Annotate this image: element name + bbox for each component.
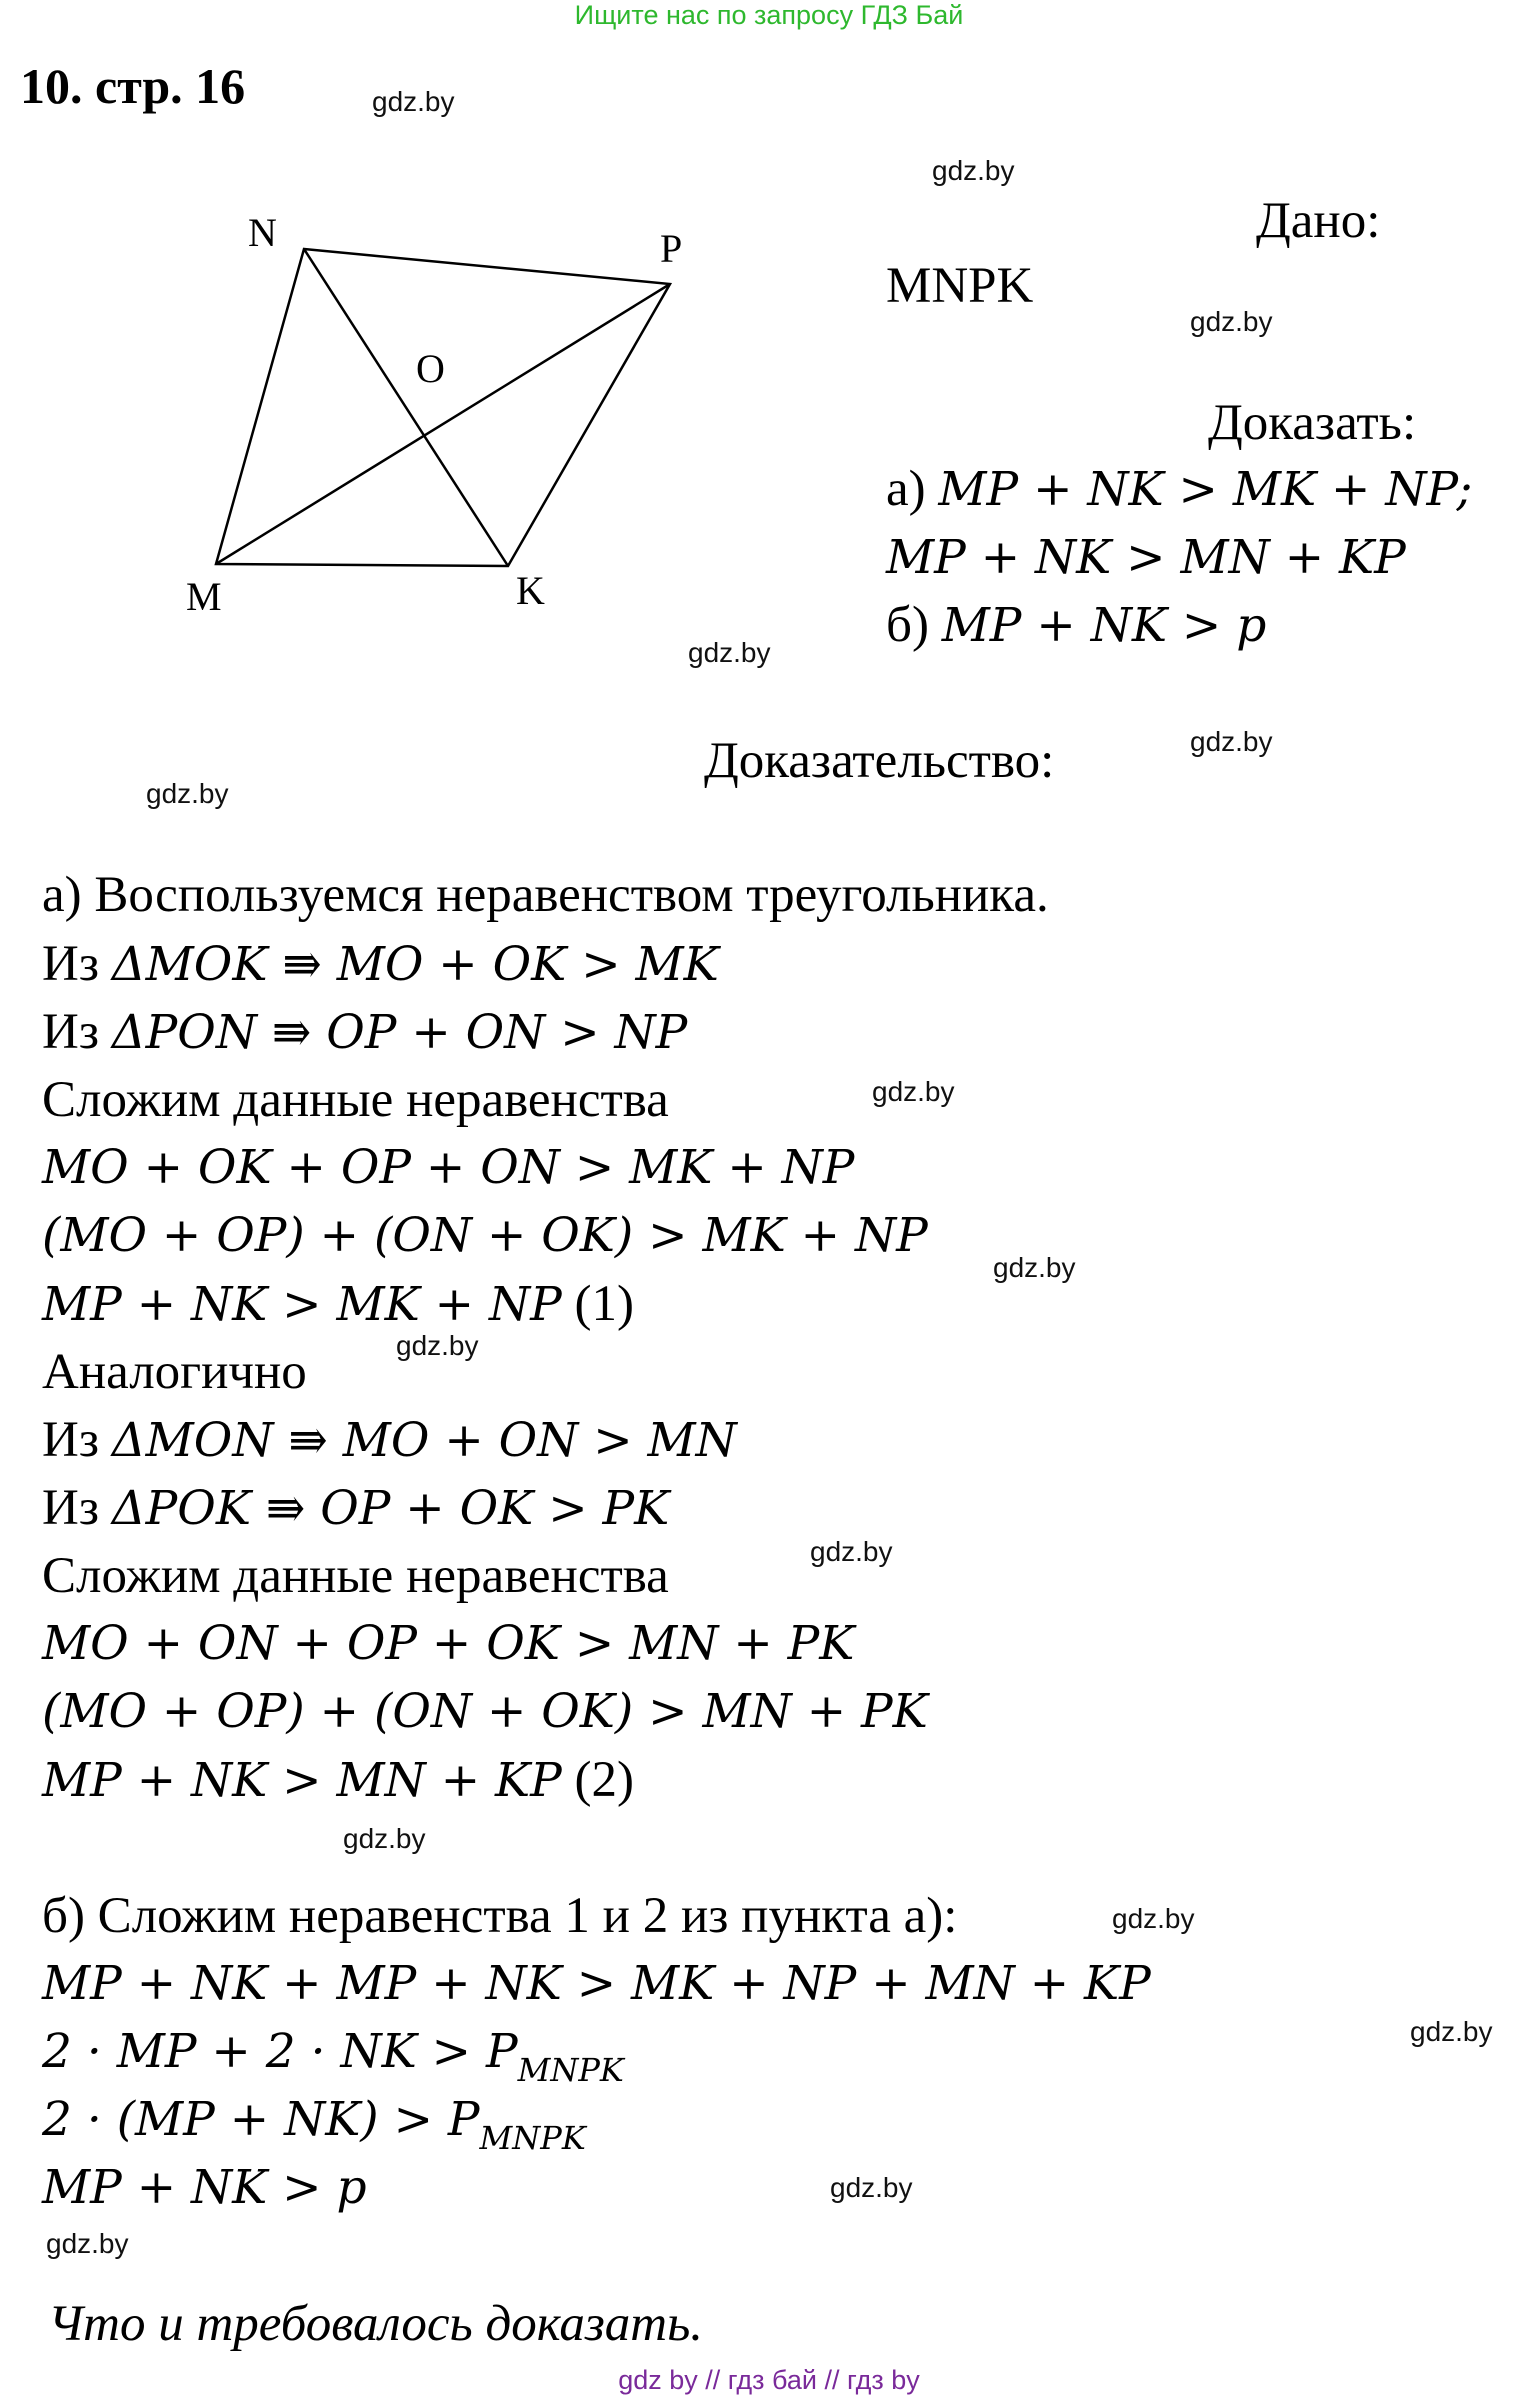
prove-a-line2 [886,526,1406,589]
top-banner[interactable]: Ищите нас по запросу ГДЗ Бай [574,0,964,30]
from-word: Из [42,1412,112,1468]
perimeter-subscript: MNPK [517,2051,624,2089]
part-a-add-text-1: Сложим данные неравенства [42,1072,669,1128]
closing-statement: Что и требовалось доказать. [48,2296,704,2352]
from-word: Из [42,936,112,992]
watermark: gdz.by [1112,1903,1195,1934]
part-a-sum-2: MO + ON + OP + OK > MN + PK [42,1616,855,1671]
part-a-result-1 [42,1273,634,1336]
watermark: gdz.by [372,86,455,117]
part-a-add-text-2: Сложим данные неравенства [42,1548,669,1604]
prove-a-line1 [886,458,1472,521]
part-b-result: MP + NK > p [42,2160,367,2215]
triangle-mok-inequality: ΔMOK ⇛ MO + OK > MK [111,937,719,992]
part-b-intro: б) Сложим неравенства 1 и 2 из пункта а): [42,1888,958,1944]
vertex-label-m: M [186,574,222,619]
vertex-label-p: P [660,226,683,271]
result-1-number: (1) [561,1276,634,1332]
watermark: gdz.by [46,2228,129,2259]
prove-b-line [886,594,1266,657]
triangle-mon-inequality: ΔMON ⇛ MO + ON > MN [111,1413,737,1468]
proof-label: Доказательство: [704,733,1055,789]
watermark: gdz.by [146,778,229,809]
watermark: gdz.by [993,1252,1076,1283]
watermark: gdz.by [932,155,1015,186]
problem-heading: 10. стр. 16 [20,58,246,114]
part-a-grouped-1: (MO + OP) + (ON + OK) > MK + NP [42,1208,928,1263]
watermark: gdz.by [1190,726,1273,757]
vertex-label-o: O [416,346,445,391]
watermark: gdz.by [688,637,771,668]
part-a-intro: а) Воспользуемся неравенством треугольника. [42,867,1049,923]
diagonal-nk [304,249,508,566]
part-a-result-2 [42,1749,634,1812]
part-a-step-mok [42,933,719,996]
part-b-sum: MP + NK + MP + NK > MK + NP + MN + KP [42,1956,1151,2011]
from-word: Из [42,1004,112,1060]
watermark: gdz.by [1190,306,1273,337]
quadrilateral-mnpk [216,249,670,566]
from-word: Из [42,1480,112,1536]
diagonal-mp [216,284,670,564]
prove-a-inequality-1: MP + NK > MK + NP; [938,462,1473,517]
prove-b-prefix: б) [886,597,942,653]
watermark: gdz.by [1410,2016,1493,2047]
prove-label: Доказать: [1208,395,1417,451]
footer-links[interactable]: gdz by // гдз бай // гдз by [618,2365,920,2395]
watermark: gdz.by [810,1536,893,1567]
triangle-pon-inequality: ΔPON ⇛ OP + ON > NP [111,1005,688,1060]
part-a-step-mon [42,1409,737,1472]
vertex-label-n: N [248,210,277,255]
watermark: gdz.by [396,1330,479,1361]
prove-a-prefix: а) [886,461,939,517]
prove-a-inequality-2: MP + NK > MN + KP [886,530,1406,585]
part-a-step-pon [42,1001,687,1064]
perimeter-subscript: MNPK [479,2119,586,2157]
vertex-label-k: K [516,568,545,613]
watermark: gdz.by [343,1823,426,1854]
watermark: gdz.by [830,2172,913,2203]
part-a-step-pok [42,1477,669,1540]
prove-b-inequality: MP + NK > p [941,598,1267,653]
triangle-pok-inequality: ΔPOK ⇛ OP + OK > PK [111,1481,670,1536]
given-value: MNPK [886,258,1034,314]
result-1-inequality: MP + NK > MK + NP [42,1277,562,1332]
part-a-sum-1: MO + OK + OP + ON > MK + NP [42,1140,855,1195]
result-2-inequality: MP + NK > MN + KP [42,1753,562,1808]
quadrilateral-figure [180,200,720,630]
result-2-number: (2) [561,1752,634,1808]
given-label: Дано: [1256,193,1381,249]
part-b-perimeter-1-expr: 2 · MP + 2 · NK > P [42,2024,518,2079]
part-b-perimeter-2-expr: 2 · (MP + NK) > P [42,2092,480,2147]
part-a-grouped-2: (MO + OP) + (ON + OK) > MN + PK [42,1684,928,1739]
watermark: gdz.by [872,1076,955,1107]
part-a-similarly: Аналогично [42,1344,307,1400]
